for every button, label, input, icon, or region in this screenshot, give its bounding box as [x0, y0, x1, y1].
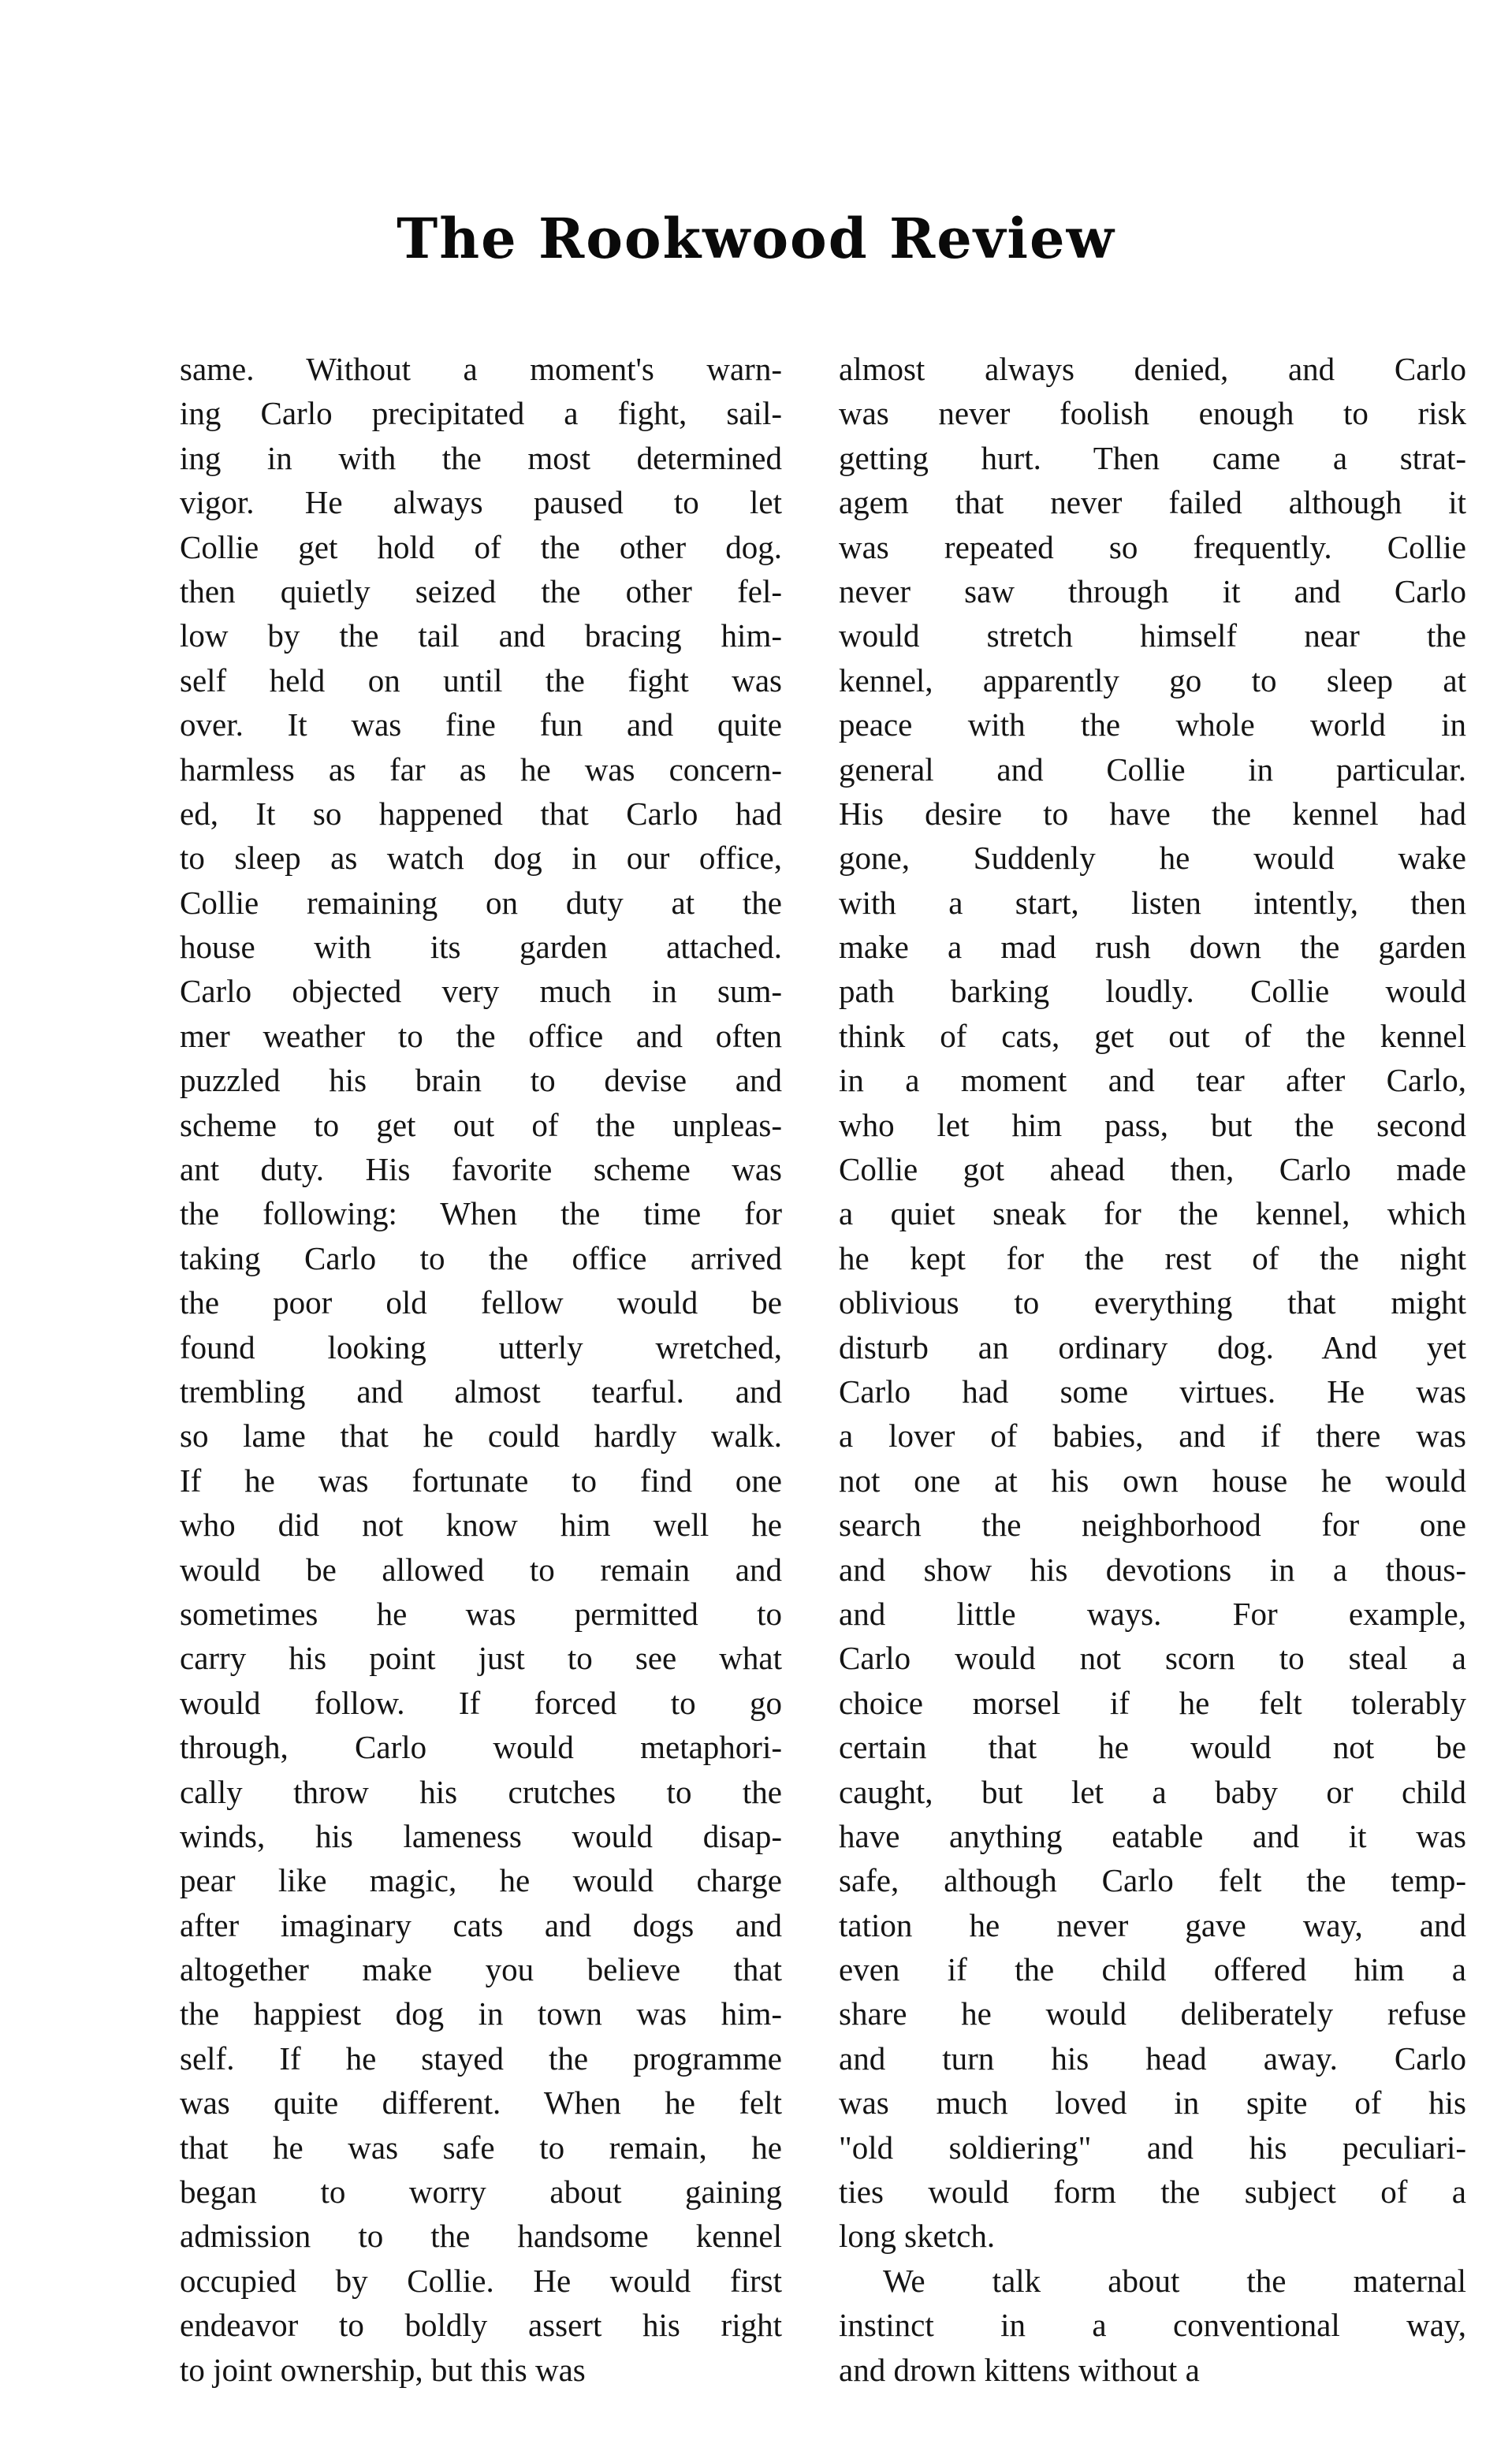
text-line: sometimes he was permitted to: [180, 1595, 782, 1632]
text-line: began to worry about gaining: [180, 2174, 782, 2211]
text-line: same. Without a moment's warn-: [180, 351, 782, 387]
text-line: taking Carlo to the office arrived: [180, 1239, 782, 1276]
text-line: would be allowed to remain and: [180, 1551, 782, 1588]
text-line: occupied by Collie. He would first: [180, 2262, 782, 2299]
text-line: the poor old fellow would be: [180, 1284, 782, 1321]
text-line: who let him pass, but the second: [839, 1106, 1466, 1143]
text-line: harmless as far as he was concern-: [180, 751, 782, 788]
text-line: altogether make you believe that: [180, 1951, 782, 1988]
text-line: winds, his lameness would disap-: [180, 1817, 782, 1854]
text-line: long sketch.: [839, 2218, 996, 2255]
text-line: almost always denied, and Carlo: [839, 351, 1466, 387]
text-line: found looking utterly wretched,: [180, 1328, 782, 1365]
text-line: share he would deliberately refuse: [839, 1995, 1466, 2032]
text-line: kennel, apparently go to sleep at: [839, 661, 1466, 698]
text-line: search the neighborhood for one: [839, 1507, 1466, 1544]
text-line: even if the child offered him a: [839, 1951, 1466, 1988]
text-line: disturb an ordinary dog. And yet: [839, 1328, 1466, 1365]
text-line: to sleep as watch dog in our office,: [180, 840, 782, 877]
masthead-title: The Rookwood Review: [397, 206, 1115, 271]
text-line: the happiest dog in town was him-: [180, 1995, 782, 2032]
text-line: mer weather to the office and often: [180, 1017, 782, 1054]
text-line: then quietly seized the other fel-: [180, 572, 782, 609]
text-line: Carlo would not scorn to steal a: [839, 1640, 1466, 1677]
text-line: in a moment and tear after Carlo,: [839, 1062, 1466, 1099]
text-line: caught, but let a baby or child: [839, 1773, 1466, 1810]
text-line: and show his devotions in a thous-: [839, 1551, 1466, 1588]
text-line: make a mad rush down the garden: [839, 929, 1466, 966]
text-line: vigor. He always paused to let: [180, 484, 782, 521]
text-line: so lame that he could hardly walk.: [180, 1417, 782, 1455]
text-line: self. If he stayed the programme: [180, 2040, 782, 2077]
text-line: after imaginary cats and dogs and: [180, 1906, 782, 1943]
text-line: choice morsel if he felt tolerably: [839, 1684, 1466, 1721]
text-line: oblivious to everything that might: [839, 1284, 1466, 1321]
text-line: a quiet sneak for the kennel, which: [839, 1195, 1466, 1232]
text-line: was quite different. When he felt: [180, 2084, 782, 2121]
text-line: and turn his head away. Carlo: [839, 2040, 1466, 2077]
text-line: and little ways. For example,: [839, 1595, 1466, 1632]
text-line: safe, although Carlo felt the temp-: [839, 1862, 1466, 1899]
text-line: was much loved in spite of his: [839, 2084, 1466, 2121]
text-line: carry his point just to see what: [180, 1640, 782, 1677]
text-line: cally throw his crutches to the: [180, 1773, 782, 1810]
text-line: Collie get hold of the other dog.: [180, 528, 782, 565]
text-line: house with its garden attached.: [180, 929, 782, 966]
text-line: self held on until the fight was: [180, 661, 782, 698]
text-line: pear like magic, he would charge: [180, 1862, 782, 1899]
text-line: have anything eatable and it was: [839, 1817, 1466, 1854]
text-line: endeavor to boldly assert his right: [180, 2307, 782, 2344]
text-line: ing Carlo precipitated a fight, sail-: [180, 395, 782, 432]
text-line: getting hurt. Then came a strat-: [839, 439, 1466, 476]
text-line: peace with the whole world in: [839, 706, 1466, 743]
text-line: ed, It so happened that Carlo had: [180, 795, 782, 832]
text-line: through, Carlo would metaphori-: [180, 1729, 782, 1766]
text-line: Carlo had some virtues. He was: [839, 1373, 1466, 1410]
text-line: not one at his own house he would: [839, 1462, 1466, 1499]
text-line: ties would form the subject of a: [839, 2174, 1466, 2211]
text-line: agem that never failed although it: [839, 484, 1466, 521]
text-line: was repeated so frequently. Collie: [839, 528, 1466, 565]
text-line: admission to the handsome kennel: [180, 2218, 782, 2255]
text-line: gone, Suddenly he would wake: [839, 840, 1466, 877]
text-line: think of cats, get out of the kennel: [839, 1017, 1466, 1054]
text-line: certain that he would not be: [839, 1729, 1466, 1766]
text-line: Collie remaining on duty at the: [180, 884, 782, 921]
text-line: instinct in a conventional way,: [839, 2307, 1466, 2344]
text-line: ant duty. His favorite scheme was: [180, 1151, 782, 1188]
text-line: would stretch himself near the: [839, 617, 1466, 654]
text-line: scheme to get out of the unpleas-: [180, 1106, 782, 1143]
text-line: tation he never gave way, and: [839, 1906, 1466, 1943]
text-line: Carlo objected very much in sum-: [180, 973, 782, 1010]
right-text-column: [839, 347, 1466, 2392]
text-line: If he was fortunate to find one: [180, 1462, 782, 1499]
text-line: "old soldiering" and his peculiari-: [839, 2129, 1466, 2166]
text-line: was never foolish enough to risk: [839, 395, 1466, 432]
text-line: a lover of babies, and if there was: [839, 1417, 1466, 1455]
text-line: general and Collie in particular.: [839, 751, 1466, 788]
text-line: never saw through it and Carlo: [839, 572, 1466, 609]
text-line: would follow. If forced to go: [180, 1684, 782, 1721]
text-line: over. It was fine fun and quite: [180, 706, 782, 743]
text-line: that he was safe to remain, he: [180, 2129, 782, 2166]
text-line: with a start, listen intently, then: [839, 884, 1466, 921]
text-line: ing in with the most determined: [180, 439, 782, 476]
text-line: trembling and almost tearful. and: [180, 1373, 782, 1410]
left-text-column: [180, 347, 782, 2392]
text-line: We talk about the maternal: [883, 2262, 1466, 2299]
text-line: Collie got ahead then, Carlo made: [839, 1151, 1466, 1188]
text-line: and drown kittens without a: [839, 2351, 1200, 2388]
text-line: the following: When the time for: [180, 1195, 782, 1232]
text-line: His desire to have the kennel had: [839, 795, 1466, 832]
text-line: who did not know him well he: [180, 1507, 782, 1544]
text-line: path barking loudly. Collie would: [839, 973, 1466, 1010]
text-line: he kept for the rest of the night: [839, 1239, 1466, 1276]
text-line: puzzled his brain to devise and: [180, 1062, 782, 1099]
text-line: low by the tail and bracing him-: [180, 617, 782, 654]
text-line: to joint ownership, but this was: [180, 2351, 586, 2388]
